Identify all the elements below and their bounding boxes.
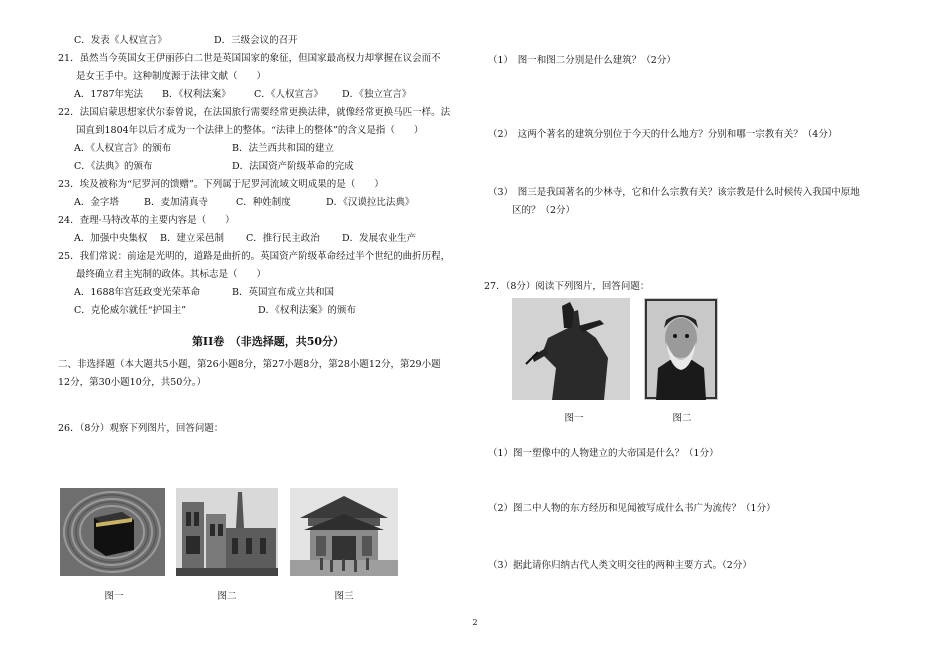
option: A．加强中央集权	[74, 233, 148, 244]
option: C．《人权宣言》	[254, 89, 324, 100]
option: B．麦加清真寺	[144, 197, 208, 208]
q24-stem: 24．查理·马特改革的主要内容是（ ）	[58, 215, 235, 226]
q26-stem: 26．（8分）观察下列图片，回答问题：	[58, 423, 224, 434]
option: C．种姓制度	[236, 197, 291, 208]
q27-subquestion-1: （1）图一塑像中的人物建立的大帝国是什么？（1分）	[488, 448, 719, 459]
option: B．建立采邑制	[160, 233, 224, 244]
q27-caption-2: 图二	[672, 413, 692, 424]
q22-stem-line2: 国直到1804年以后才成为一个法律上的整体。“法律上的整体”的含义是指（ ）	[76, 125, 424, 136]
q22-options-ab	[58, 140, 478, 158]
q27-picture-1	[512, 298, 630, 400]
q25-options-cd	[58, 302, 478, 320]
q20-options	[58, 32, 478, 50]
section-desc-line2: 12分，第30小题10分，共50分。）	[58, 377, 207, 388]
q26-picture-2	[176, 488, 278, 576]
section-desc-line1: 二、非选择题（本大题共5小题，第26小题8分，第27小题8分，第28小题12分，第29小题	[58, 359, 441, 370]
q21-options	[58, 86, 478, 104]
option: C．发表《人权宣言》	[74, 35, 167, 46]
q27-subquestion-2: （2）图二中人物的东方经历和见闻被写成什么书广为流传？（1分）	[488, 503, 776, 514]
q24-options	[58, 230, 478, 248]
option: A．《人权宣言》的颁布	[74, 143, 172, 154]
option: D．发展农业生产	[342, 233, 417, 244]
q26-subquestion-1: （1） 图一和图二分别是什么建筑？（2分）	[488, 55, 676, 66]
q26-subquestion-3-line2: 区的？（2分）	[512, 205, 576, 216]
q21-stem-line1: 21．虽然当今英国女王伊丽莎白二世是英国国家的象征，但国家最高权力却掌握在议会而不	[58, 53, 441, 64]
q27-caption-1: 图一	[564, 413, 584, 424]
q26-caption-1: 图一	[104, 591, 124, 602]
option: A．1688年宫廷政变光荣革命	[74, 287, 201, 298]
option: A．1787年宪法	[74, 89, 144, 100]
q26-subquestion-3-line1: （3） 图三是我国著名的少林寺，它和什么宗教有关？该宗教是什么时候传入我国中原地	[488, 187, 860, 198]
option: C．《法典》的颁布	[74, 161, 153, 172]
option: D．三级会议的召开	[214, 35, 298, 46]
q23-stem: 23．埃及被称为“尼罗河的馈赠”。下列属于尼罗河流域文明成果的是（ ）	[58, 179, 384, 190]
q25-stem-line1: 25．我们常说：前途是光明的，道路是曲折的。英国资产阶级革命经过半个世纪的曲折历程，	[58, 251, 451, 262]
page-number: 2	[472, 618, 478, 627]
q26-picture-3	[290, 488, 398, 576]
option: D．《独立宣言》	[342, 89, 412, 100]
q27-subquestion-3: （3）据此请你归纳古代人类文明交往的两种主要方式。（2分）	[488, 560, 752, 571]
left-column	[58, 32, 478, 438]
q22-options-cd	[58, 158, 478, 176]
option: D．法国资产阶级革命的完成	[232, 161, 354, 172]
q26-caption-3: 图三	[334, 591, 354, 602]
q22-stem-line1: 22．法国启蒙思想家伏尔泰曾说，在法国旅行需要经常更换法律，就像经常更换马匹一样。法	[58, 107, 451, 118]
q25-stem-line2: 最终确立君主宪制的政体。其标志是（ ）	[76, 269, 267, 280]
q26-caption-2: 图二	[217, 591, 237, 602]
option: B．英国宣布成立共和国	[232, 287, 334, 298]
q25-options-ab	[58, 284, 478, 302]
option: B．法兰西共和国的建立	[232, 143, 334, 154]
q27-picture-2	[644, 298, 718, 400]
option: B．《权利法案》	[162, 89, 231, 100]
option: C．克伦威尔就任“护国主”	[74, 305, 186, 316]
option: D．《权利法案》的颁布	[258, 305, 356, 316]
option: D．《汉谟拉比法典》	[326, 197, 415, 208]
q26-subquestion-2: （2） 这两个著名的建筑分别位于今天的什么地方？分别和哪一宗教有关？（4分）	[488, 129, 838, 140]
option: C．推行民主政治	[246, 233, 320, 244]
section-title: 第II卷 （非选择题，共50分）	[191, 335, 345, 348]
q27-stem: 27．（8分）阅读下列图片，回答问题：	[484, 281, 650, 292]
q23-options	[58, 194, 478, 212]
option: A．金字塔	[74, 197, 119, 208]
q21-stem-line2: 是女王手中。这种制度源于法律文献（ ）	[76, 71, 267, 82]
q26-picture-1	[60, 488, 165, 576]
